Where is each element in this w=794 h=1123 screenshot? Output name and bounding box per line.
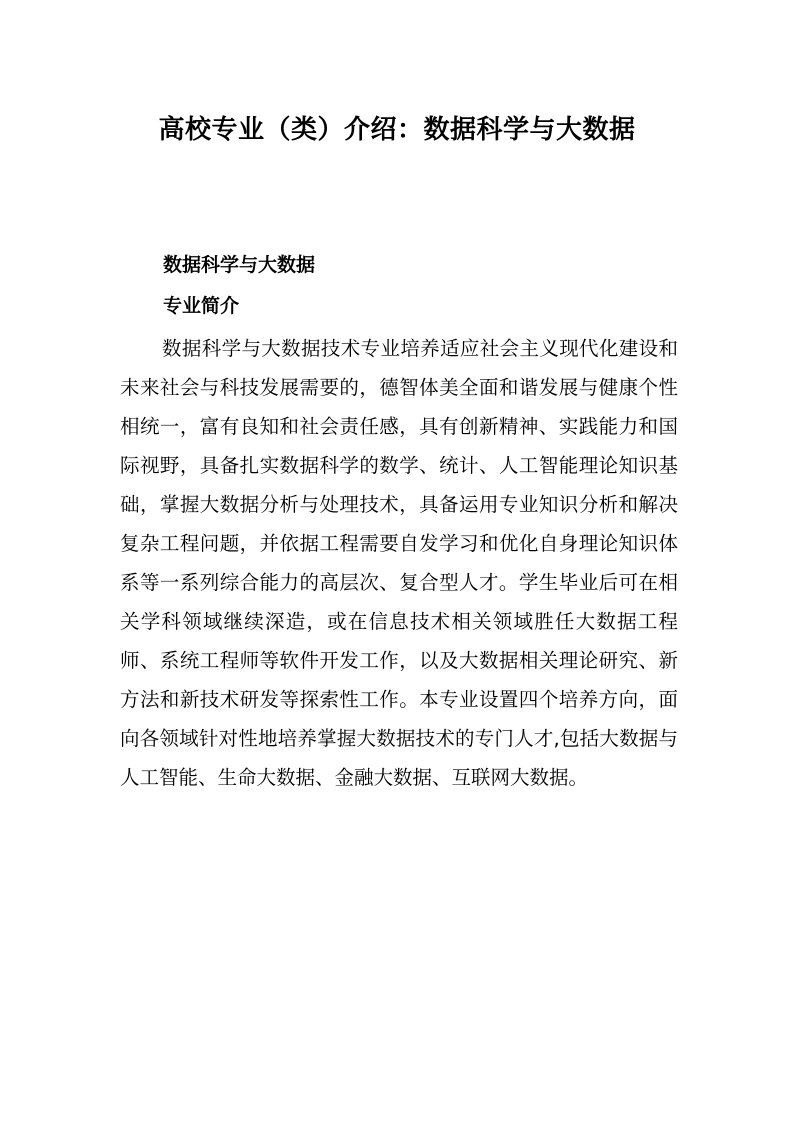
intro-heading: 专业简介 <box>163 295 240 317</box>
major-heading: 数据科学与大数据 <box>163 254 316 276</box>
intro-paragraph: 数据科学与大数据技术专业培养适应社会主义现代化建设和未来社会与科技发展需要的，德智体美全面和谐发展与健康个性相统一，富有良知和社会责任感，具有创新精神、实践能力和国际视野，具备扎实数据科学的数学、统计、人工智能理论知识基础，掌握大数据分析与处理技术，具备运用专业知识分析和解决复杂工程问题，并依据工程需要自发学习和优化自身理论知识体系等一系列综合能力的高层次、复合型人才。学生毕业后可在相关学科领域继续深造，或在信息技术相关领域胜任大数据工程师、系统工程师等软件开发工作，以及大数据相关理论研究、新方法和新技术研发等探索性工作。本专业设置四个培养方向，面向各领域针对性地培养掌握大数据技术的专门人才,包括大数据与人工智能、生命大数据、金融大数据、互联网大数据。 <box>120 337 678 789</box>
document-title: 高校专业（类）介绍：数据科学与大数据 <box>158 115 636 145</box>
